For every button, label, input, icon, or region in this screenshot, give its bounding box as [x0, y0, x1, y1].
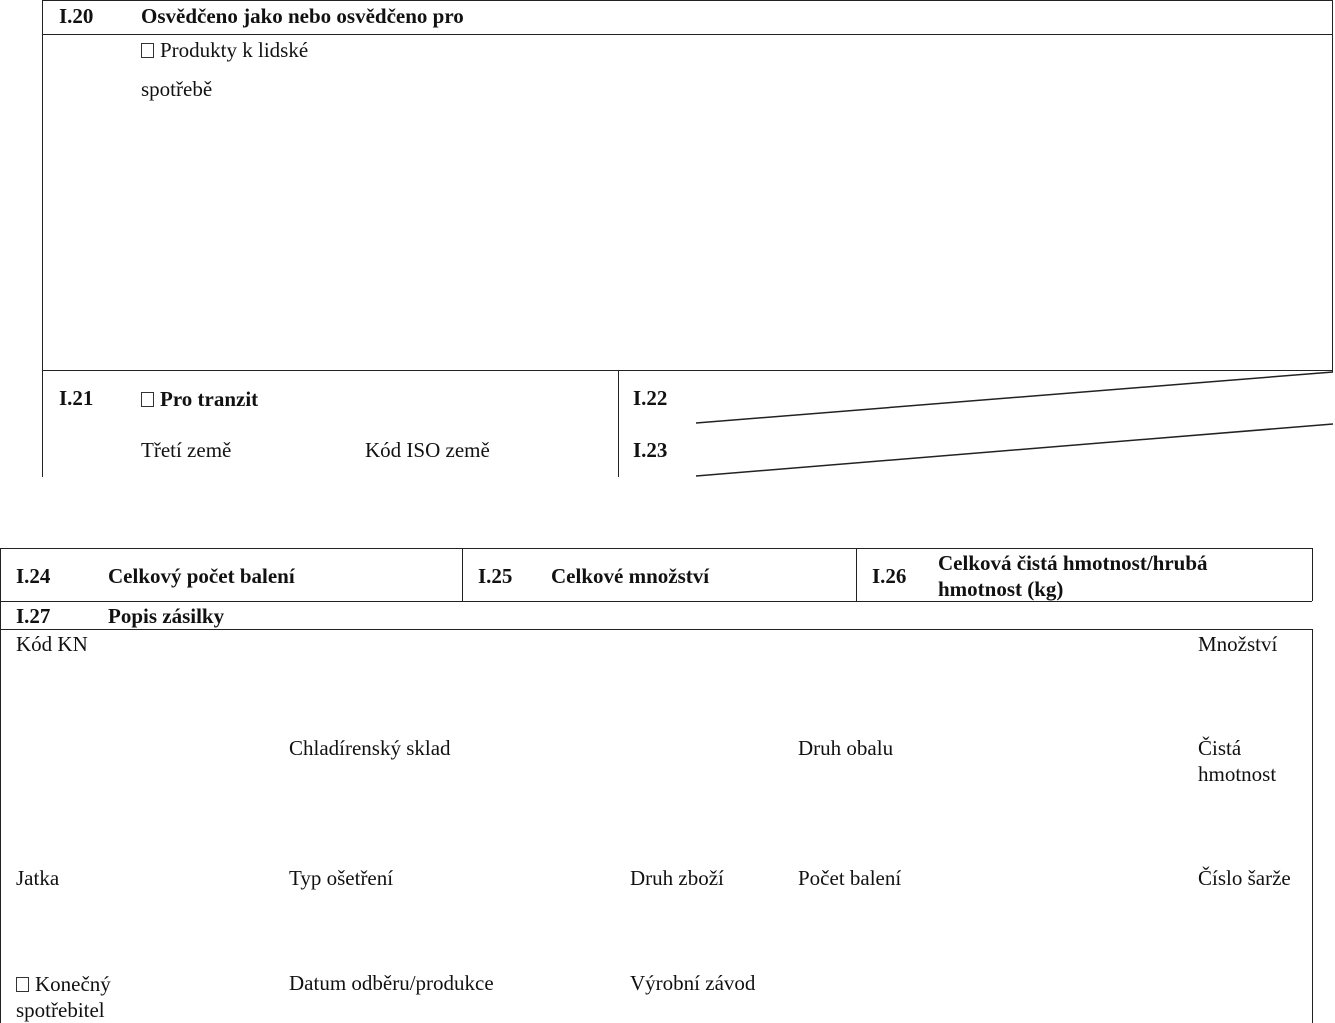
i26-title-cont: hmotnost (kg) [938, 577, 1064, 601]
commodity-label: Druh zboží [630, 866, 724, 890]
i25-number: I.25 [478, 564, 513, 588]
i27-number: I.27 [16, 604, 51, 628]
cold-store-label: Chladírenský sklad [289, 736, 451, 760]
iso-code-label: Kód ISO země [365, 438, 490, 462]
i20-title: Osvědčeno jako nebo osvědčeno pro [141, 4, 464, 28]
i24-title: Celkový počet balení [108, 564, 295, 588]
package-count-label: Počet balení [798, 866, 902, 890]
cn-code-label: Kód KN [16, 632, 88, 656]
final-consumer-option[interactable] [16, 972, 111, 997]
quantity-label: Množství [1198, 632, 1278, 656]
i23-number: I.23 [633, 438, 668, 462]
human-consumption-label: Produkty k lidské [160, 38, 309, 62]
final-consumer-checkbox[interactable] [16, 977, 29, 992]
i24-number: I.24 [16, 564, 51, 588]
i27-title: Popis zásilky [108, 604, 225, 628]
manufacturing-plant-label: Výrobní závod [630, 971, 756, 995]
treatment-type-label: Typ ošetření [289, 866, 394, 890]
final-consumer-label: Konečný [35, 972, 111, 996]
i25-title: Celkové množství [551, 564, 710, 588]
net-weight-label: Čistá [1198, 736, 1242, 760]
transit-label: Pro tranzit [160, 387, 259, 411]
human-consumption-label-cont: spotřebě [141, 77, 213, 101]
i23-strike-line [696, 424, 1333, 476]
final-consumer-label-cont: spotřebitel [16, 998, 105, 1022]
third-country-label: Třetí země [141, 438, 232, 462]
i26-number: I.26 [872, 564, 907, 588]
net-weight-label-cont: hmotnost [1198, 762, 1277, 786]
i21-number: I.21 [59, 386, 94, 410]
i22-number: I.22 [633, 386, 668, 410]
slaughterhouse-label: Jatka [16, 866, 60, 890]
i20-number: I.20 [59, 4, 94, 28]
i26-title: Celková čistá hmotnost/hrubá [938, 551, 1208, 575]
collection-date-label: Datum odběru/produkce [289, 971, 494, 995]
batch-number-label: Číslo šarže [1198, 866, 1291, 890]
package-type-label: Druh obalu [798, 736, 894, 760]
i22-strike-line [696, 372, 1333, 423]
